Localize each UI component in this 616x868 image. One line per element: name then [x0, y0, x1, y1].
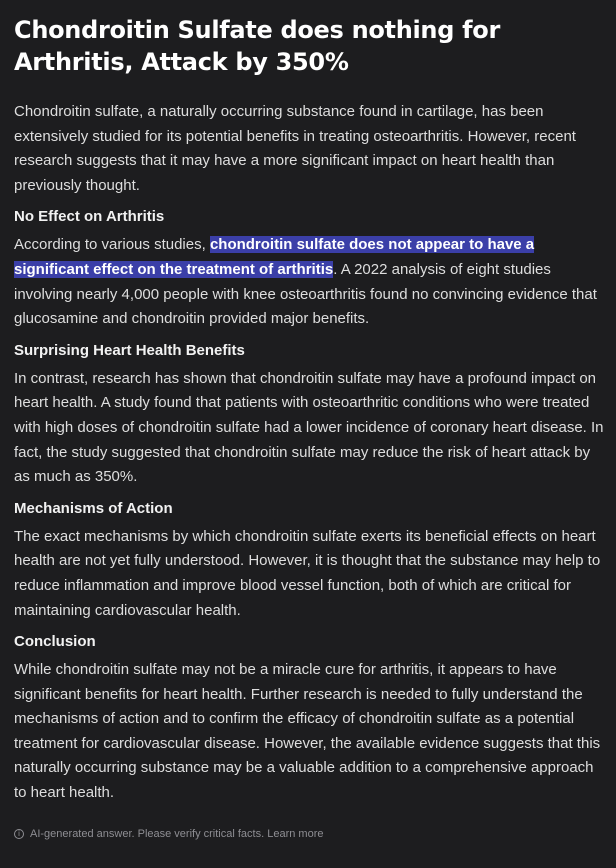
page-title: Chondroitin Sulfate does nothing for Arthritis, Attack by 350% — [14, 16, 501, 76]
section-heading-mechanisms: Mechanisms of Action — [14, 499, 173, 517]
disclaimer-text — [30, 826, 324, 842]
paragraph-text-start: According to various studies, — [14, 236, 210, 254]
info-icon: i — [14, 829, 24, 839]
section-paragraph-heart: In contrast, research has shown that chondroitin sulfate may have a profound impact on heart health. A study found that patients with osteoarthritic conditions who were treated with high doses of chondroitin sulfate had a lower incidence of coronary heart disease. In fact, the study suggested that chondroitin sulfate may reduce the risk of heart attack by as much as 350%. — [14, 369, 604, 486]
section-paragraph-conclusion: While chondroitin sulfate may not be a miracle cure for arthritis, it appears to have significant benefits for heart health. Further research is needed to fully understand the mechanisms of action and to confirm the efficacy of chondroitin sulfate as a potential treatment for cardiovascular disease. However, the available evidence suggests that this naturally occurring substance may be a valuable addition to a comprehensive approach to heart health. — [14, 661, 601, 802]
intro-paragraph: Chondroitin sulfate, a naturally occurring substance found in cartilage, has been extensively studied for its potential benefits in treating osteoarthritis. However, recent research suggests that it may have a more significant impact on heart health than previously thought. — [14, 103, 576, 194]
ai-disclaimer — [14, 826, 324, 842]
disclaimer-notice: AI-generated answer. Please verify critical facts. — [30, 828, 265, 840]
ai-answer-body — [14, 100, 604, 806]
section-heading-no-effect: No Effect on Arthritis — [14, 208, 165, 226]
section-paragraph-no-effect — [14, 233, 604, 331]
learn-more-link[interactable]: Learn more — [267, 828, 324, 840]
section-heading-conclusion: Conclusion — [14, 633, 96, 651]
paragraph-text-end: . A 2022 analysis of eight studies involving nearly 4,000 people with knee osteoarthritis found no convincing evidence that glucosamine and chondroitin provided major benefits. — [14, 260, 597, 328]
highlighted-claim: chondroitin sulfate does not appear to have a significant effect on the treatment of arthritis — [14, 236, 535, 278]
section-paragraph-mechanisms: The exact mechanisms by which chondroitin sulfate exerts its beneficial effects on heart health are not yet fully understood. However, it is thought that the substance may help to reduce inflammation and improve blood vessel function, both of which are critical for maintaining cardiovascular health. — [14, 527, 601, 619]
section-heading-heart: Surprising Heart Health Benefits — [14, 341, 245, 359]
